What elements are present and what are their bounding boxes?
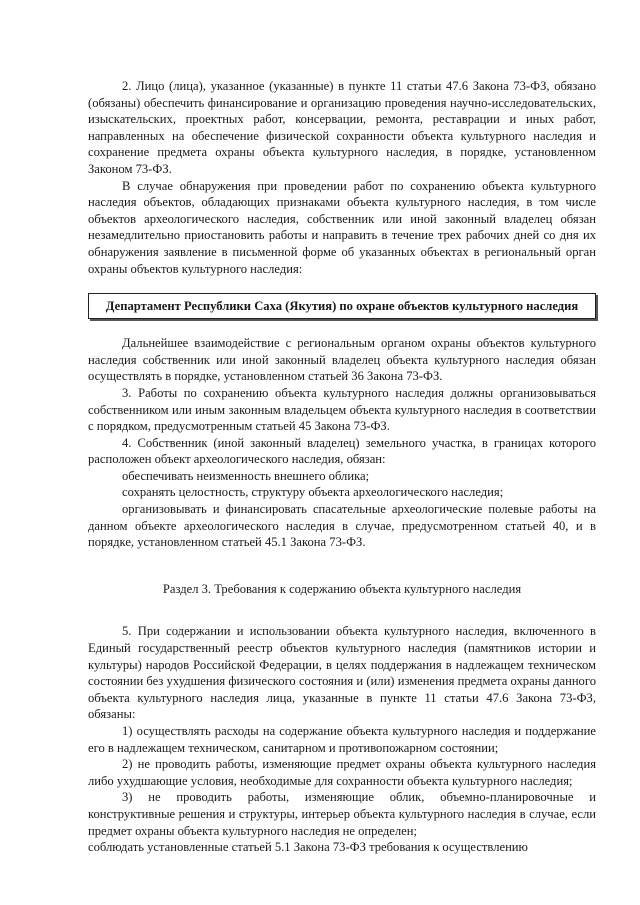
paragraph-item-5-3: 3) не проводить работы, изменяющие облик, объемно-планировочные и конструктивные решения и структуры, интерьер объекта культурного наследия в случае, если предмет охраны объекта культурного наследия не определен;	[88, 790, 596, 838]
paragraph-item-4-a: обеспечивать неизменность внешнего облика;	[122, 468, 370, 483]
paragraph-item-4-b: сохранять целостность, структуру объекта археологического наследия;	[122, 485, 504, 500]
section-title: Раздел 3. Требования к содержанию объекта культурного наследия	[162, 581, 522, 596]
paragraph-item-4: 4. Собственник (иной законный владелец) земельного участка, в границах которого расположен объект археологического наследия, обязан:	[88, 435, 596, 467]
paragraph-item-5-1: 1) осуществлять расходы на содержание объекта культурного наследия и поддержание его в надлежащем техническом, санитарном и противопожарном состоянии;	[88, 724, 596, 755]
paragraph-item-5: 5. При содержании и использовании объекта культурного наследия, включенного в Единый государственный реестр объектов культурного наследия (памятников истории и культуры) народов Российской Федерации, в целях поддержания в надлежащем техническом состоянии без ухудшения физического состояния и (или) изменения предмета охраны данного объекта культурного наследия лица, указанные в пункте 11 статьи 47.6 Закона 73-ФЗ, обязаны:	[88, 624, 596, 722]
paragraph-item-4-c: организовывать и финансировать спасательные археологические полевые работы на данном объекте археологического наследия в случае, предусмотренном статьей 40, и в порядке, установленном статьей 45.1 Закона 73-ФЗ.	[88, 502, 596, 550]
paragraph-item-5-2: 2) не проводить работы, изменяющие предмет охраны объекта культурного наследия либо ухудшающие условия, необходимые для сохранности объекта культурного наследия;	[88, 757, 596, 788]
paragraph-item-2: 2. Лицо (лица), указанное (указанные) в пункте 11 статьи 47.6 Закона 73-ФЗ, обязано (обязаны) обеспечить финансирование и организацию проведения научно-исследовательских, изыскательских, проектных работ, консервации, ремонта, реставрации и иных работ, направленных на обеспечение физической сохранности объекта культурного наследия и сохранение предмета охраны объекта культурного наследия, в порядке, установленном Законом 73-ФЗ.	[88, 79, 596, 176]
paragraph-item-3: 3. Работы по сохранению объекта культурного наследия должны организовываться собственником или иным законным владельцем объекта культурного наследия в соответствии с порядком, предусмотренным статьей 45 Закона 73-ФЗ.	[88, 385, 596, 434]
paragraph-interaction: Дальнейшее взаимодействие с региональным органом охраны объектов культурного наследия собственник или иной законный владелец объекта культурного наследия обязан осуществлять в порядке, установленном статьей 36 Закона 73-ФЗ.	[88, 336, 596, 384]
paragraph-discovery: В случае обнаружения при проведении работ по сохранению объекта культурного наследия объектов, обладающих признаками объекта культурного наследия, в том числе объектов археологического наследия, собственник или иной законный владелец обязан незамедлительно приостановить работы и направить в течение трех рабочих дней со дня их обнаружения заявление в письменной форме об указанных объектах в региональный орган охраны объектов культурного наследия:	[88, 178, 596, 276]
document-page	[88, 78, 596, 856]
paragraph-last-line: соблюдать установленные статьей 5.1 Закона 73-ФЗ требования к осуществлению	[88, 840, 528, 855]
boxed-heading-department: Департамент Республики Саха (Якутия) по охране объектов культурного наследия	[88, 293, 596, 319]
